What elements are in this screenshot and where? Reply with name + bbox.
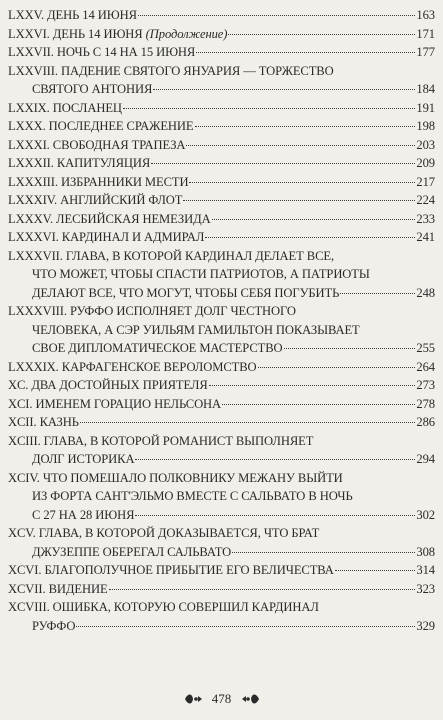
toc-page-number: 241 bbox=[416, 230, 435, 244]
toc-entry bbox=[8, 469, 435, 525]
toc-page-number: 308 bbox=[416, 544, 435, 559]
toc-entry-text: XCIV. ЧТО ПОМЕШАЛО ПОЛКОВНИКУ МЕЖАНУ ВЫЙТИ bbox=[8, 470, 343, 485]
toc-page-number: 329 bbox=[416, 618, 435, 633]
dot-leader bbox=[109, 577, 416, 590]
dot-leader bbox=[340, 281, 415, 294]
toc-entry-title bbox=[8, 43, 435, 62]
toc-entry-text: СВОЕ ДИПЛОМАТИЧЕСКОЕ МАСТЕРСТВО bbox=[32, 341, 283, 355]
toc-page-number: 177 bbox=[416, 45, 435, 59]
toc-entry-text: ДЖУЗЕППЕ ОБЕРЕГАЛ САЛЬВАТО bbox=[32, 544, 232, 559]
toc-entry-text: LXXXIX. КАРФАГЕНСКОЕ ВЕРОЛОМСТВО bbox=[8, 359, 257, 374]
toc-entry-title bbox=[8, 302, 435, 321]
toc-page-number: 248 bbox=[416, 285, 435, 300]
toc-entry bbox=[8, 247, 435, 303]
toc-entry-text: ИЗ ФОРТА САНТ'ЭЛЬМО ВМЕСТЕ С САЛЬВАТО В НОЧЬ bbox=[32, 489, 353, 503]
toc-entry-title-continued bbox=[8, 617, 435, 636]
toc-entry-text: XC. ДВА ДОСТОЙНЫХ ПРИЯТЕЛЯ bbox=[8, 378, 208, 392]
toc-entry-text: XCVII. ВИДЕНИЕ bbox=[8, 581, 108, 596]
toc-entry bbox=[8, 43, 435, 62]
toc-page-number: 278 bbox=[416, 396, 435, 411]
toc-entry-title-continued bbox=[8, 450, 435, 469]
dot-leader bbox=[186, 133, 415, 146]
dot-leader bbox=[228, 22, 415, 35]
toc-page-number: 323 bbox=[416, 581, 435, 596]
dot-leader bbox=[209, 373, 416, 386]
toc-entry bbox=[8, 228, 435, 247]
toc-entry bbox=[8, 62, 435, 99]
dot-leader bbox=[135, 503, 415, 516]
toc-page-number: 314 bbox=[416, 563, 435, 577]
dot-leader bbox=[212, 207, 416, 220]
toc-entry-text: LXXXIII. ИЗБРАННИКИ МЕСТИ bbox=[8, 174, 189, 189]
dot-leader bbox=[135, 447, 415, 460]
toc-entry bbox=[8, 432, 435, 469]
dot-leader bbox=[195, 114, 416, 127]
toc-entry-text: XCI. ИМЕНЕМ ГОРАЦИО НЕЛЬСОНА bbox=[8, 396, 222, 411]
toc-entry-title bbox=[8, 413, 435, 432]
toc-entry bbox=[8, 598, 435, 635]
dot-leader bbox=[153, 77, 415, 90]
dot-leader bbox=[222, 392, 415, 405]
toc-page-number: 273 bbox=[416, 378, 435, 392]
dot-leader bbox=[284, 336, 416, 349]
toc-page-number: 198 bbox=[416, 119, 435, 133]
toc-entry-text: LXXXVI. КАРДИНАЛ И АДМИРАЛ bbox=[8, 230, 205, 244]
toc-entry-text: С 27 НА 28 ИЮНЯ bbox=[32, 507, 135, 522]
toc-page-number: 184 bbox=[416, 82, 435, 96]
toc-entry-text: LXXXVIII. РУФФО ИСПОЛНЯЕТ ДОЛГ ЧЕСТНОГО bbox=[8, 304, 296, 318]
toc-page-number: 191 bbox=[416, 100, 435, 115]
page-footer bbox=[0, 690, 443, 707]
toc-page-number: 255 bbox=[416, 341, 435, 355]
toc-entry-text: LXXXI. СВОБОДНАЯ ТРАПЕЗА bbox=[8, 137, 186, 152]
toc-entry-text: LXXVIII. ПАДЕНИЕ СВЯТОГО ЯНУАРИЯ — ТОРЖЕСТВО bbox=[8, 63, 334, 78]
toc-entry-title-continued bbox=[8, 506, 435, 525]
toc-page-number: 264 bbox=[416, 359, 435, 374]
toc-entry-text: РУФФО bbox=[32, 618, 76, 633]
toc-entry-text: LXXX. ПОСЛЕДНЕЕ СРАЖЕНИЕ bbox=[8, 119, 194, 133]
fleuron-icon bbox=[241, 692, 261, 706]
toc-page-number: 286 bbox=[416, 415, 435, 429]
toc-entry-text: LXXVI. ДЕНЬ 14 ИЮНЯ (Продолжение) bbox=[8, 26, 228, 41]
toc-entry-text: ЧТО МОЖЕТ, ЧТОБЫ СПАСТИ ПАТРИОТОВ, А ПАТРИОТЫ bbox=[32, 267, 370, 281]
dot-leader bbox=[151, 151, 415, 164]
toc-entry-title bbox=[8, 228, 435, 247]
dot-leader bbox=[123, 96, 415, 109]
toc-entry-title bbox=[8, 580, 435, 599]
toc-entry-title bbox=[8, 247, 435, 266]
toc-entry-text: LXXV. ДЕНЬ 14 ИЮНЯ bbox=[8, 8, 137, 22]
toc-page-number: 171 bbox=[416, 26, 435, 41]
toc-page-number: 302 bbox=[416, 507, 435, 522]
dot-leader bbox=[205, 225, 415, 238]
toc-entry-text: LXXVII. НОЧЬ С 14 НА 15 ИЮНЯ bbox=[8, 45, 196, 59]
dot-leader bbox=[189, 170, 415, 183]
toc-entry-text: LXXXIV. АНГЛИЙСКИЙ ФЛОТ bbox=[8, 193, 183, 207]
toc-entry-text: LXXIX. ПОСЛАНЕЦ bbox=[8, 100, 122, 115]
page-number: 478 bbox=[211, 691, 232, 707]
toc-page-number: 209 bbox=[416, 156, 435, 170]
toc-page-number: 224 bbox=[416, 193, 435, 207]
toc-entry-text: ДЕЛАЮТ ВСЕ, ЧТО МОГУТ, ЧТОБЫ СЕБЯ ПОГУБИТЬ bbox=[32, 285, 340, 300]
dot-leader bbox=[76, 614, 415, 627]
toc-entry-text: XCII. КАЗНЬ bbox=[8, 415, 79, 429]
toc-entry-text: СВЯТОГО АНТОНИЯ bbox=[32, 82, 153, 96]
toc-entry-title-continued bbox=[8, 284, 435, 303]
dot-leader bbox=[258, 355, 416, 368]
toc-page-number: 163 bbox=[416, 8, 435, 22]
dot-leader bbox=[232, 540, 415, 553]
toc-entry-text: XCVI. БЛАГОПОЛУЧНОЕ ПРИБЫТИЕ ЕГО ВЕЛИЧЕСТВА bbox=[8, 563, 334, 577]
dot-leader bbox=[335, 558, 416, 571]
fleuron-icon bbox=[183, 692, 203, 706]
toc-page-number: 217 bbox=[416, 174, 435, 189]
toc-entry-text: LXXXV. ЛЕСБИЙСКАЯ НЕМЕЗИДА bbox=[8, 211, 211, 226]
toc-entry-text: LXXXVII. ГЛАВА, В КОТОРОЙ КАРДИНАЛ ДЕЛАЕТ ВСЕ, bbox=[8, 248, 335, 263]
toc-page-number: 294 bbox=[416, 452, 435, 466]
toc-entry bbox=[8, 413, 435, 432]
toc-entry-text: ДОЛГ ИСТОРИКА bbox=[32, 452, 135, 466]
toc-entry-text: XCIII. ГЛАВА, В КОТОРОЙ РОМАНИСТ ВЫПОЛНЯЕТ bbox=[8, 433, 314, 448]
toc-entry-text: XCVIII. ОШИБКА, КОТОРУЮ СОВЕРШИЛ КАРДИНАЛ bbox=[8, 600, 319, 614]
toc-entry-text: ЧЕЛОВЕКА, А СЭР УИЛЬЯМ ГАМИЛЬТОН ПОКАЗЫВАЕТ bbox=[32, 322, 360, 337]
toc-page-number: 203 bbox=[416, 137, 435, 152]
toc-entry-text: XCV. ГЛАВА, В КОТОРОЙ ДОКАЗЫВАЕТСЯ, ЧТО БРАТ bbox=[8, 526, 320, 540]
toc-entry bbox=[8, 302, 435, 358]
dot-leader bbox=[196, 40, 415, 53]
dot-leader bbox=[183, 188, 415, 201]
dot-leader bbox=[80, 410, 416, 423]
toc-entry-title bbox=[8, 469, 435, 488]
toc-entry bbox=[8, 580, 435, 599]
toc-entry-text: LXXXII. КАПИТУЛЯЦИЯ bbox=[8, 156, 151, 170]
dot-leader bbox=[138, 3, 416, 16]
toc-entry bbox=[8, 524, 435, 561]
table-of-contents bbox=[8, 6, 435, 635]
toc-page-number: 233 bbox=[416, 211, 435, 226]
